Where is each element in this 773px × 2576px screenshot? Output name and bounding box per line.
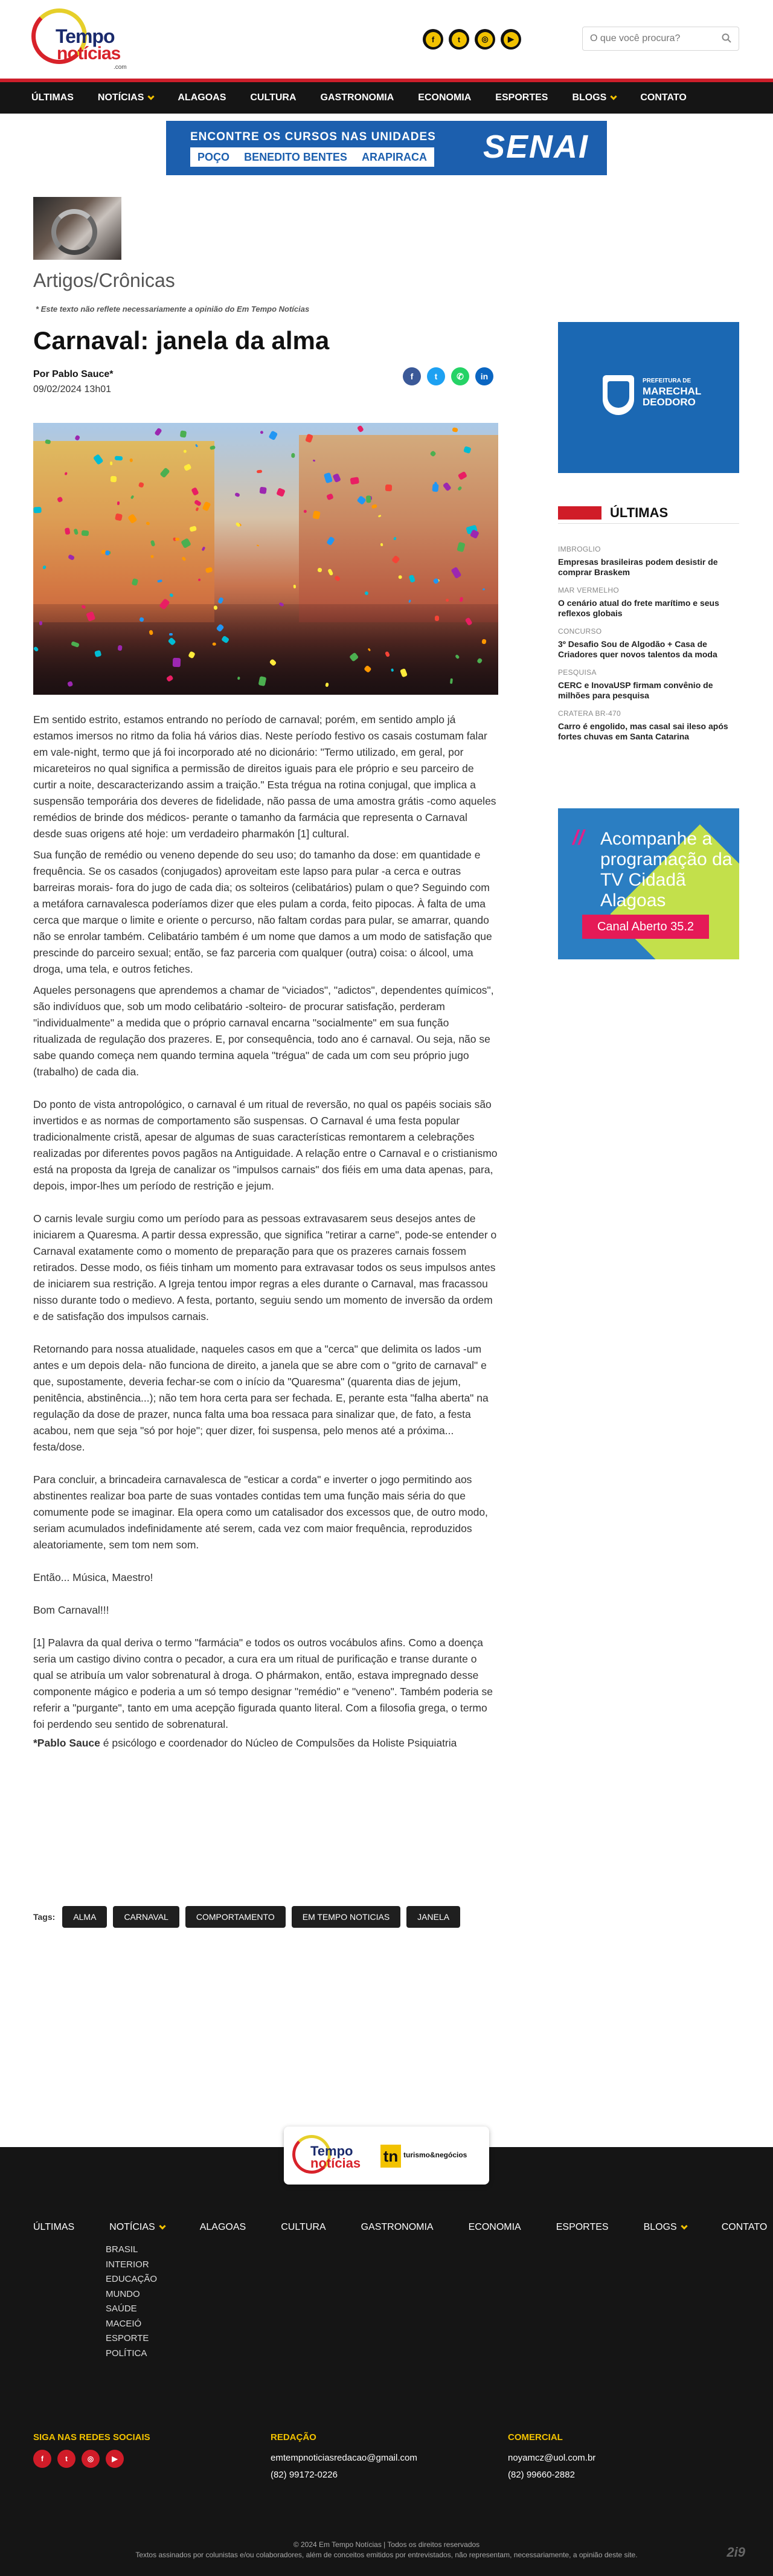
tv-slash-mark: // — [573, 826, 584, 849]
tags-label: Tags: — [33, 1912, 56, 1922]
latest-news-list — [558, 545, 739, 750]
article-body — [33, 712, 498, 1751]
article-author: Por Pablo Sauce* — [33, 369, 114, 379]
chevron-down-icon — [148, 93, 155, 100]
tag-link[interactable]: COMPORTAMENTO — [185, 1906, 286, 1928]
news-headline[interactable]: 3º Desafio Sou de Algodão + Casa de Criadores quer novos talentos da moda — [558, 639, 717, 659]
comercial-phone[interactable]: (82) 99660-2882 — [508, 2470, 575, 2480]
nav-alagoas[interactable]: ALAGOAS — [178, 92, 226, 103]
facebook-icon[interactable]: f — [33, 2450, 51, 2468]
latest-news-heading — [558, 505, 739, 521]
confetti-piece — [260, 430, 264, 434]
youtube-icon[interactable]: ▶ — [501, 29, 521, 50]
banner-unit: BENEDITO BENTES — [244, 150, 347, 163]
article-paragraph: Então... Música, Maestro! — [33, 1571, 153, 1583]
confetti-piece — [111, 476, 117, 483]
footer-sub-item[interactable]: SAÚDE — [106, 2304, 137, 2314]
nav-gastronomia[interactable]: GASTRONOMIA — [320, 92, 394, 103]
news-headline[interactable]: Carro é engolido, mas casal sai ileso após fortes chuvas em Santa Catarina — [558, 721, 728, 741]
whatsapp-icon[interactable]: ✆ — [451, 367, 469, 385]
redacao-phone[interactable]: (82) 99172-0226 — [271, 2470, 338, 2480]
footer-noticias-submenu — [106, 2243, 157, 2361]
news-headline[interactable]: O cenário atual do frete marítimo e seus reflexos globais — [558, 598, 719, 618]
divider — [558, 523, 739, 524]
article-paragraph: Bom Carnaval!!! — [33, 1604, 109, 1616]
opinion-disclaimer: * Este texto não reflete necessariamente a opinião do Em Tempo Notícias — [36, 304, 310, 314]
article-paragraph: Do ponto de vista antropológico, o carnaval é um ritual de reversão, no qual os papéis sociais são invertidos e as normas de comportamento são suspensas. O Carnaval é uma festa popular tradicionalmente cristã, apesar de algumas de suas características remontarem a celebrações realizadas por diferentes povos pagãos na Antiguidade. A relação entre o Carnaval e o cristianismo está na proposta da Igreja de canalizar os "impulsos carnais" dos fiéis em uma data apenas, para, depois, impor-lhes um período de restrição e jejum. — [33, 1098, 498, 1192]
tv-ad-text: Acompanhe a programação da TV Cidadã Alagoas — [600, 829, 733, 910]
site-header — [0, 0, 773, 79]
latest-news-item[interactable] — [558, 668, 739, 701]
site-footer — [0, 2147, 773, 2576]
share-buttons — [403, 367, 493, 385]
tag-link[interactable]: ALMA — [62, 1906, 107, 1928]
article-tags — [33, 1906, 460, 1928]
news-category: IMBROGLIO — [558, 545, 601, 553]
footer-logos[interactable] — [284, 2127, 489, 2185]
article-paragraph: Para concluir, a brincadeira carnavalesca de "esticar a corda" e inverter o jogo permitindo aos abstinentes realizar boa parte de suas vontades contidas tem uma função mais séria do que comumente pode se imaginar. Ela opera como um catalisador dos excessos que, de outro modo, seriam acumulados indefinidamente até serem, cada vez com maior frequência, reproduzidos aleatoriamente, sem tom nem som. — [33, 1473, 488, 1551]
footer-nav-cultura[interactable]: CULTURA — [281, 2222, 326, 2232]
news-category: MAR VERMELHO — [558, 586, 619, 594]
header-social-links — [423, 29, 521, 50]
footer-logo-noticias: notícias — [310, 2156, 361, 2171]
footer-comercial-column — [508, 2432, 595, 2484]
heading-accent-bar — [558, 506, 601, 520]
nav-esportes[interactable]: ESPORTES — [495, 92, 548, 103]
article-paragraph: Em sentido estrito, estamos entrando no período de carnaval; porém, em sentido amplo já estamos imersos no ritmo da folia há vários dias. Neste período festivo os casais costumam falar em vale-night, termo que já foi incorporado até no dicionário: "Termo utilizado, em geral, por micareteiros no qual significa a permissão de direitos iguais para ele próprio e seu parceiro de curtir a noite, descaracterizando assim a traição." Esta trégua na rotina conjugal, que implica a suspensão temporária dos deveres de fidelidade, não passa de uma amostra grátis -como aqueles remédios de brinde dos médicos- perante o tamanho da farmácia que representa o Carnaval desde suas origens até hoje: um verdadeiro pharmakón [1] cultural. — [33, 713, 496, 840]
footer-nav-alagoas[interactable]: ALAGOAS — [199, 2222, 246, 2232]
footer-copyright — [0, 2540, 773, 2560]
latest-news-item[interactable] — [558, 545, 739, 578]
confetti-piece — [268, 431, 278, 440]
article-title: Carnaval: janela da alma — [33, 326, 330, 355]
nav-contato[interactable]: CONTATO — [640, 92, 687, 103]
nav-economia[interactable]: ECONOMIA — [418, 92, 472, 103]
latest-news-item[interactable] — [558, 627, 739, 660]
footer-nav-noticias[interactable]: NOTÍCIAS — [109, 2222, 165, 2233]
confetti-piece — [291, 453, 295, 459]
author-note-name: *Pablo Sauce — [33, 1737, 100, 1749]
latest-news-title: ÚLTIMAS — [610, 505, 669, 520]
confetti-piece — [179, 430, 187, 437]
twitter-icon[interactable]: t — [57, 2450, 75, 2468]
chevron-down-icon — [611, 93, 617, 100]
banner-headline: ENCONTRE OS CURSOS NAS UNIDADES — [190, 130, 436, 143]
twitter-icon[interactable]: t — [427, 367, 445, 385]
facebook-icon[interactable]: f — [403, 367, 421, 385]
hero-crowd — [33, 604, 498, 695]
tag-link[interactable]: EM TEMPO NOTICIAS — [292, 1906, 400, 1928]
copyright-text: © 2024 Em Tempo Notícias | Todos os direitos reservados — [293, 2540, 480, 2549]
footer-nav-esportes[interactable]: ESPORTES — [556, 2222, 609, 2232]
confetti-piece — [154, 427, 162, 436]
news-headline[interactable]: Empresas brasileiras podem desistir de comprar Braskem — [558, 557, 718, 577]
banner-unit: POÇO — [197, 150, 230, 163]
confetti-piece — [293, 585, 296, 588]
confetti-piece — [172, 657, 180, 666]
footer-disclaimer: Textos assinados por colunistas e/ou colaboradores, além de conceitos emitidos por entrevistados, não representam, necessariamente, a opinião deste site. — [135, 2551, 638, 2559]
chevron-down-icon — [681, 2223, 687, 2229]
confetti-piece — [317, 567, 321, 572]
news-category: CRATERA BR-470 — [558, 709, 621, 718]
footer-nav-gastronomia[interactable]: GASTRONOMIA — [361, 2222, 434, 2232]
footer-nav — [33, 2222, 773, 2233]
logo-text-noticias: notícias — [57, 43, 121, 63]
nav-cultura[interactable]: CULTURA — [250, 92, 297, 103]
confetti-piece — [234, 492, 240, 498]
confetti-piece — [34, 507, 42, 514]
news-category: PESQUISA — [558, 668, 597, 677]
search-icon[interactable] — [722, 33, 731, 43]
instagram-icon[interactable]: ◎ — [475, 29, 495, 50]
instagram-icon[interactable]: ◎ — [82, 2450, 100, 2468]
confetti-piece — [115, 456, 123, 460]
confetti-piece — [64, 527, 70, 535]
confetti-piece — [45, 439, 51, 444]
footer-sub-item[interactable]: INTERIOR — [106, 2259, 149, 2270]
confetti-piece — [169, 633, 173, 636]
nav-noticias[interactable]: NOTÍCIAS — [98, 92, 153, 103]
search-input[interactable] — [583, 27, 711, 50]
footer-sub-item[interactable]: ESPORTE — [106, 2333, 149, 2343]
footer-nav-economia[interactable]: ECONOMIA — [468, 2222, 521, 2232]
developer-credit[interactable]: 2i9 — [726, 2545, 745, 2560]
confetti-piece — [74, 434, 80, 440]
confetti-piece — [259, 486, 267, 494]
confetti-piece — [452, 428, 458, 433]
confetti-piece — [117, 501, 120, 505]
comercial-email[interactable]: noyamcz@uol.com.br — [508, 2453, 596, 2463]
confetti-piece — [276, 488, 286, 497]
turismo-negocios-name: turismo&negócios — [403, 2151, 467, 2159]
chevron-down-icon — [159, 2223, 165, 2229]
footer-sub-item[interactable]: MACEIÓ — [106, 2318, 142, 2329]
prefeitura-ad[interactable] — [558, 322, 739, 473]
news-category: CONCURSO — [558, 627, 602, 636]
confetti-piece — [449, 678, 452, 684]
article-hero-image — [33, 423, 498, 695]
footer-sub-item[interactable]: BRASIL — [106, 2244, 138, 2255]
news-headline[interactable]: CERC e InovaUSP firmam convênio de milhões para pesquisa — [558, 680, 713, 700]
nav-blogs[interactable]: BLOGS — [572, 92, 616, 103]
footer-comercial-title: COMERCIAL — [508, 2432, 563, 2442]
article-paragraph: Aqueles personagens que aprendemos a chamar de "viciados", "adictos", dependentes químicos", são indivíduos que, sob um modo celibatário -solteiro- de procurar satisfação, perderam "individualmente" a medida que o próprio carnaval encarna "socialmente" em sua função ritualizada de regulação dos prazeres. E, por consequência, todo ano é carnaval. Ou seja, não se sabe quando começa nem quando termina aquela "trégua" de cada um com seu próprio jugo (trabalho) de cada dia. — [33, 984, 494, 1078]
senai-banner-ad[interactable] — [166, 121, 607, 175]
article-paragraph: O carnis levale surgiu como um período para as pessoas extravasarem seus desejos antes de iniciarem a Quaresma. A partir dessa expressão, que significa "retirar a carne", pode-se entender o Carnaval exatamente como o momento de preparação para que os prazeres carnais fossem retirados. Desse modo, os fiéis tinham um momento para extravasar todos os seus impulsos antes de iniciarem sua restrição. A Igreja tentou impor regras a eles durante o Carnaval, mas fracassou nisso durante todo o medievo. A festa, portanto, seguiu sendo um momento de inversão da ordem e de satisfação dos impulsos carnais. — [33, 1212, 497, 1322]
confetti-piece — [366, 495, 371, 503]
banner-brand: SENAI — [483, 129, 589, 165]
twitter-icon[interactable]: t — [449, 29, 469, 50]
prefeitura-ad-line1: PREFEITURA DE — [643, 378, 691, 384]
footer-redacao-column — [271, 2432, 417, 2484]
banner-unit: ARAPIRACA — [361, 150, 427, 163]
author-note-text: é psicólogo e coordenador do Núcleo de Compulsões da Holiste Psiquiatria — [100, 1737, 457, 1749]
footer-sub-item[interactable]: POLÍTICA — [106, 2348, 147, 2359]
site-logo[interactable] — [31, 8, 134, 71]
confetti-piece — [385, 485, 393, 492]
confetti-piece — [257, 544, 259, 546]
article-footnote: [1] Palavra da qual deriva o termo "farmácia" e todos os outros vocábulos afins. Como a doença seria um castigo divino contra o pecador, a cura era um ritual de purificação e transe durante o qual se atribuía um valor sobrenatural à droga. O phármakon, então, estava impregnado desse componente mágico e poderia a um só tempo designar "remédio" e "veneno". Também poderia se referir a "purgante", tanto em uma acepção figurada quanto literal. Com a filosofia grega, o termo foi perdendo seu sentido de sobrenatural. — [33, 1637, 493, 1730]
confetti-piece — [482, 588, 484, 591]
confetti-piece — [217, 597, 224, 604]
confetti-piece — [350, 477, 359, 485]
search-box — [582, 27, 739, 51]
article-date: 09/02/2024 13h01 — [33, 384, 112, 394]
tv-ad-channel: Canal Aberto 35.2 — [582, 915, 709, 939]
latest-news-item[interactable] — [558, 709, 739, 742]
logo-text-com: .com — [114, 64, 127, 71]
linkedin-icon[interactable]: in — [475, 367, 493, 385]
confetti-piece — [237, 676, 240, 680]
youtube-icon[interactable]: ▶ — [106, 2450, 124, 2468]
section-title: Artigos/Crônicas — [33, 269, 175, 291]
tag-link[interactable]: JANELA — [406, 1906, 460, 1928]
footer-social-column — [33, 2432, 150, 2468]
banner-units — [190, 147, 434, 167]
city-crest-icon — [603, 375, 634, 415]
tv-cidada-ad[interactable] — [558, 808, 739, 959]
footer-sub-item[interactable]: MUNDO — [106, 2288, 140, 2299]
author-note — [33, 1735, 498, 1751]
turismo-negocios-logo-mark: tn — [380, 2145, 401, 2168]
confetti-piece — [358, 425, 365, 433]
footer-redacao-title: REDAÇÃO — [271, 2432, 316, 2442]
footer-nav-contato[interactable]: CONTATO — [721, 2222, 768, 2232]
main-nav — [0, 82, 773, 114]
tag-link[interactable]: CARNAVAL — [113, 1906, 179, 1928]
confetti-piece — [435, 616, 440, 621]
footer-social-links — [33, 2450, 150, 2468]
footer-logo-tempo: Tempo — [310, 2143, 353, 2159]
article-paragraph: Sua função de remédio ou veneno depende do seu uso; do tamanho da dose: em quantidade e frequência. Se os casados (conjugados) aproveitam este lapso para pular -a cerca e outras barreiras morais- fora do jugo de cada dia; os solteiros (celibatários) pulam o que? Seguindo com a metáfora carnavalesca poderíamos dizer que eles pulam a corda, feito pipocas. À falta de uma cerca que marque o limite e oriente o percurso, não faltam cordas para pular, se amarrar, quando não se enrolar também. Celibatário também é um nome que damos a um modo de satisfação que prescinde do parceiro sexual; então, se faz parceria com qualquer (outra) coisa: o álcool, uma droga, uma tela, e outros fetiches. — [33, 849, 492, 975]
footer-sub-item[interactable]: EDUCAÇÃO — [106, 2274, 158, 2284]
logo-text-tempo: Tempo — [56, 25, 115, 47]
nav-ultimas[interactable]: ÚLTIMAS — [31, 92, 74, 103]
footer-social-title: SIGA NAS REDES SOCIAIS — [33, 2432, 150, 2442]
redacao-email[interactable]: emtempnoticiasredacao@gmail.com — [271, 2453, 417, 2463]
confetti-piece — [81, 530, 89, 536]
footer-nav-ultimas[interactable]: ÚLTIMAS — [33, 2222, 75, 2232]
article-paragraph: Retornando para nossa atualidade, naqueles casos em que a "cerca" que delimita os lados -um antes e um depois dela- não funciona de direito, a janela que se abre com o "grito de carnaval" e que, supostamente, deveria fechar-se com o início da "Quaresma" (quarenta dias de jejum, penitência, abstinência...); não tem hora certa para ser fechada. E, perante esta "falha aberta" na regulação da dose de prazer, nunca falta uma boa ressaca para sinalizar que, de fato, a festa acabou, nem que seja "só por hoje"; quer dizer, foi suspensa, pelo menos até a próxima... festa/dose. — [33, 1343, 489, 1453]
latest-news-item[interactable] — [558, 586, 739, 619]
confetti-piece — [380, 543, 383, 546]
confetti-piece — [257, 469, 263, 473]
prefeitura-ad-line2: MARECHAL DEODORO — [643, 385, 701, 408]
footer-nav-blogs[interactable]: BLOGS — [644, 2222, 687, 2233]
section-thumbnail — [33, 197, 121, 260]
facebook-icon[interactable]: f — [423, 29, 443, 50]
